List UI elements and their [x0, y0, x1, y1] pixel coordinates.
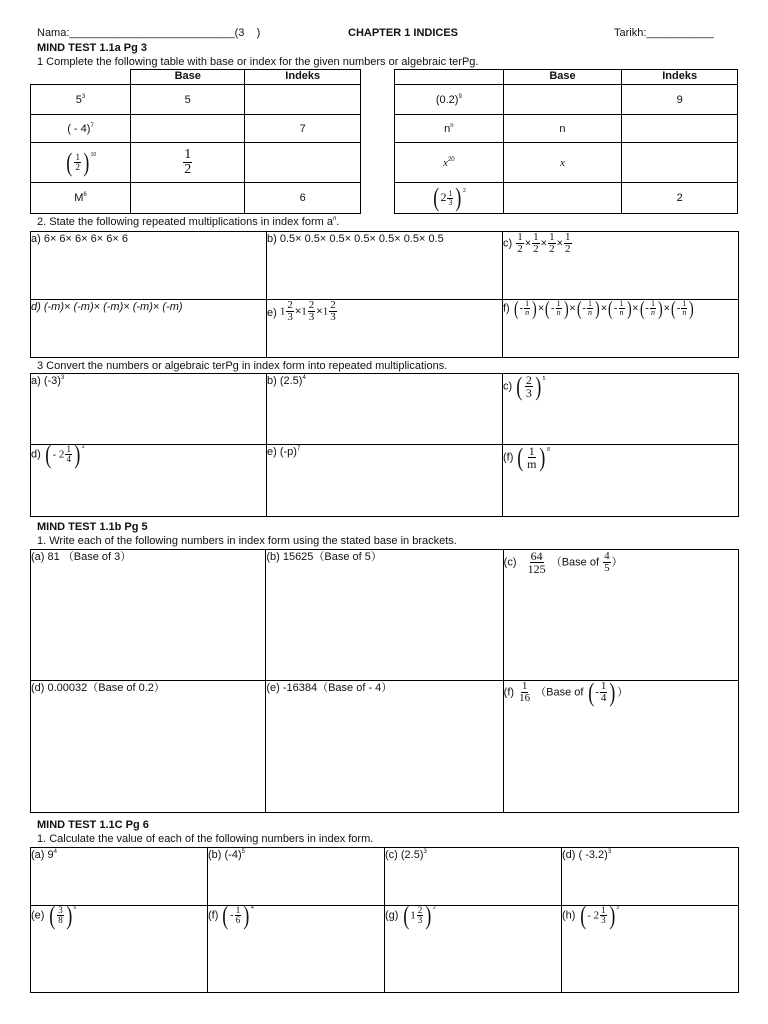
number-cell: $5^3$ [31, 85, 131, 115]
page-title: CHAPTER 1 INDICES [348, 27, 459, 39]
base-answer-cell[interactable] [503, 183, 622, 214]
q1c-item-d[interactable]: (d) ( -3.2)$^3$ [562, 848, 739, 906]
q2-item-f[interactable]: f) (- $\frac{1}{n}$ )×(- $\frac{1}{n}$ )×(- $\frac{1}{n}$ )×(- $\frac{1}{n}$ )×(- $\frac{1}{n}$ )×(- $\frac{1}{n}$ ) [503, 300, 739, 358]
number-cell: ( $\frac{1}{2}$ )$^{10}$ [31, 143, 131, 183]
q1b-item-b[interactable]: (b) 15625（Base of 5） [266, 550, 503, 681]
q2-item-c[interactable]: c) $\frac{1}{2}$ × $\frac{1}{2}$ × $\frac{1}{2}$ × $\frac{1}{2}$ [503, 232, 739, 300]
q3-item-a[interactable]: a) $(-3)^3$ [31, 374, 267, 445]
question-1b-grid [30, 549, 739, 813]
number-cell: $x^{20}$ [395, 143, 504, 183]
number-cell: ( - 4)$^7$ [31, 115, 131, 143]
q3-item-c[interactable]: c) ( $\frac{2}{3}$ )$^5$ [503, 374, 739, 445]
q1c-item-a[interactable]: (a) $9^4$ [31, 848, 208, 906]
q2-item-d[interactable]: d) (-m)× (-m)× (-m)× (-m)× (-m) [31, 300, 267, 358]
q2-item-e[interactable]: e) 1 $\frac{2}{3}$ ×1 $\frac{2}{3}$ ×1 $\frac{2}{3}$ [267, 300, 503, 358]
base-cell: x [503, 143, 622, 183]
q1c-item-e[interactable]: (e) ( $\frac{3}{8}$ )$^5$ [31, 906, 208, 993]
base-cell: 5 [130, 85, 244, 115]
base-cell: n [503, 115, 622, 143]
number-cell: $n^n$ [395, 115, 504, 143]
q3-item-e[interactable]: e) $(-p)^7$ [267, 445, 503, 517]
index-cell: 9 [622, 85, 738, 115]
name-field-label: Nama:___________________________(3 ) [37, 27, 261, 39]
question-1b-text: 1. Write each of the following numbers in index form using the stated base in brackets. [37, 535, 457, 547]
question-2-grid [30, 231, 739, 358]
question-3-grid [30, 373, 739, 517]
section-title-1-1a: MIND TEST 1.1a Pg 3 [37, 42, 148, 54]
q2-item-b[interactable]: b) 0.5× 0.5× 0.5× 0.5× 0.5× 0.5× 0.5 [267, 232, 503, 300]
number-cell: $(0.2)^9$ [395, 85, 504, 115]
index-answer-cell[interactable] [245, 143, 361, 183]
q1b-item-f[interactable]: (f) $\frac{1}{16}$ （Base of (- $\frac{1}{4}$ )） [503, 681, 738, 813]
q3-item-f[interactable]: (f) ( $\frac{1}{m}$ )$^8$ [503, 445, 739, 517]
section-title-1-1b: MIND TEST 1.1b Pg 5 [37, 521, 148, 533]
date-field-label: Tarikh:___________ [614, 27, 714, 39]
index-cell: 6 [245, 183, 361, 214]
q1b-item-d[interactable]: (d) 0.00032（Base of 0.2） [31, 681, 266, 813]
q1b-item-e[interactable]: (e) -16384（Base of - 4） [266, 681, 503, 813]
q1c-item-b[interactable]: (b) $(-4)^5$ [208, 848, 385, 906]
index-answer-cell[interactable] [622, 143, 738, 183]
base-index-table-left [30, 69, 361, 214]
q3-item-d[interactable]: d) (- 2 $\frac{1}{4}$ )$^3$ [31, 445, 267, 517]
base-answer-cell[interactable] [130, 115, 244, 143]
column-header-base: Base [503, 70, 622, 85]
q1c-item-g[interactable]: (g) (1 $\frac{2}{3}$ )$^2$ [385, 906, 562, 993]
base-index-table-right [394, 69, 738, 214]
section-title-1-1c: MIND TEST 1.1C Pg 6 [37, 819, 149, 831]
index-answer-cell[interactable] [245, 85, 361, 115]
base-answer-cell[interactable] [130, 183, 244, 214]
q3-item-b[interactable]: b) $(2.5)^4$ [267, 374, 503, 445]
column-header-index: Indeks [622, 70, 738, 85]
q2-item-a[interactable]: a) 6× 6× 6× 6× 6× 6 [31, 232, 267, 300]
q1b-item-a[interactable]: (a) 81 （Base of 3） [31, 550, 266, 681]
index-answer-cell[interactable] [622, 115, 738, 143]
question-3-text: 3 Convert the numbers or algebraic terPg in index form into repeated multiplications. [37, 360, 448, 372]
column-header-base: Base [130, 70, 244, 85]
question-1-text: 1 Complete the following table with base or index for the given numbers or algebraic terPg. [37, 56, 479, 68]
index-cell: 7 [245, 115, 361, 143]
question-1c-grid [30, 847, 739, 993]
q1b-item-c[interactable]: (c) $\frac{64}{125}$ （Base of $\frac{4}{5}$ ） [503, 550, 738, 681]
q1c-item-h[interactable]: (h) (- 2 $\frac{1}{3}$ )$^3$ [562, 906, 739, 993]
question-2-text: 2. State the following repeated multiplications in index form $a^n$. [37, 216, 340, 228]
base-answer-cell[interactable] [503, 85, 622, 115]
base-cell: $\frac{1}{2}$ [130, 143, 244, 183]
index-cell: 2 [622, 183, 738, 214]
column-header-index: Indeks [245, 70, 361, 85]
q1c-item-c[interactable]: (c) $(2.5)^3$ [385, 848, 562, 906]
number-cell: (2 $\frac{1}{3}$ )$^2$ [395, 183, 504, 214]
number-cell: $M^6$ [31, 183, 131, 214]
question-1c-text: 1. Calculate the value of each of the following numbers in index form. [37, 833, 374, 845]
q1c-item-f[interactable]: (f) (- $\frac{1}{6}$ )$^4$ [208, 906, 385, 993]
